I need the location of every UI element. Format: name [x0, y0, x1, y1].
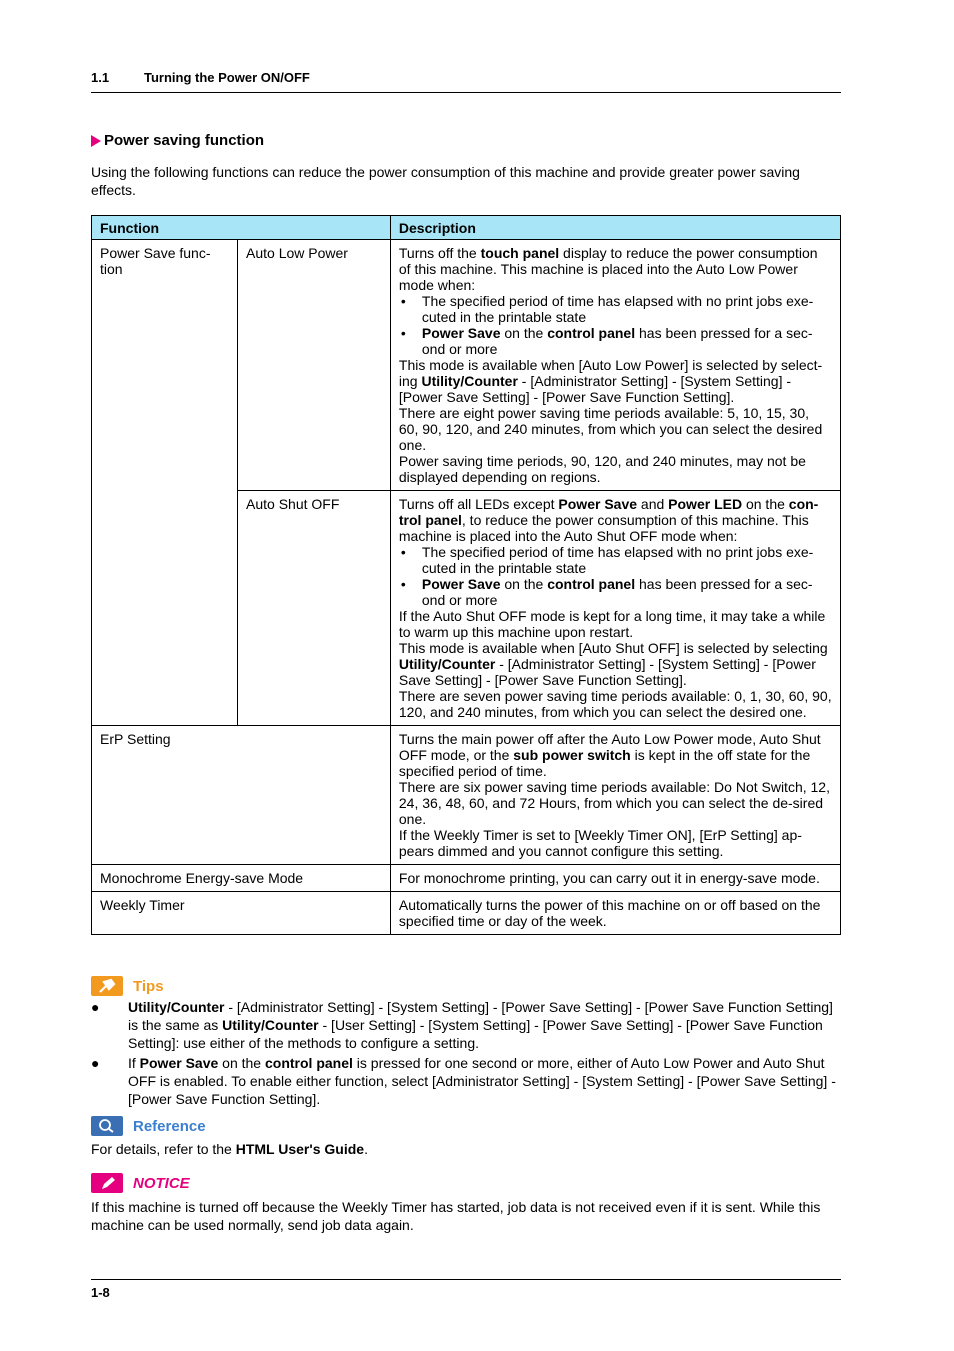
cell-auto-shut-off: Auto Shut OFF [238, 491, 391, 726]
tips-list [91, 998, 841, 1110]
cell-weekly: Weekly Timer [92, 892, 391, 935]
cell-erp-desc: Turns the main power off after the Auto Low Power mode, Auto Shut OFF mode, or the sub power switch is kept in the off state for the specified period of time. There are six power saving time periods available: Do Not Switch, 12, 24, 36, 48, 60, and 72 Hours, from which you can select the de-sired one. If the Weekly Timer is set to [Weekly Timer ON], [ErP Setting] ap-pears dimmed and you cannot configure this setting. [390, 726, 840, 865]
tips-label: Tips [133, 977, 164, 995]
list-item: • The specified period of time has elapsed with no print jobs exe-cuted in the printable state [400, 293, 814, 325]
triangle-bullet-icon [91, 135, 101, 147]
reference-header [91, 1115, 841, 1137]
table-row [92, 726, 841, 865]
tips-header [91, 975, 841, 997]
section-heading [91, 132, 841, 149]
list-item: • Power Save on the control panel has been pressed for a sec-ond or more [400, 325, 813, 357]
cell-mono: Monochrome Energy-save Mode [92, 865, 391, 892]
pen-icon [91, 1173, 123, 1193]
cell-erp-setting: ErP Setting [92, 726, 391, 865]
cell-auto-low-power-desc: Turns off the touch panel display to reduce the power consumption of this machine. This machine is placed into the Auto Low Power mode when: • The specified period of time has elapsed with no print jobs exe-cuted in the printable state • Power Save on the control panel has been pressed for a sec-ond or more This mode is available when [Auto Low Power] is selected by select-ing Utility/Counter - [Administrator Setting] - [System Setting] - [Power Save Setting] - [Power Save Function Setting]. There are eight power saving time periods available: 5, 10, 15, 30, 60, 90, 120, and 240 minutes, from which you can select the desired one. Power saving time periods, 90, 120, and 240 minutes, may not be displayed depending on regions. [390, 240, 840, 491]
list-item: • Power Save on the control panel has been pressed for a sec-ond or more [400, 576, 813, 608]
reference-label: Reference [133, 1117, 206, 1135]
pin-icon [91, 976, 123, 996]
section-title-header: Turning the Power ON/OFF [144, 70, 310, 85]
intro-paragraph: Using the following functions can reduce the power consumption of this machine and provide greater power saving effects. [91, 164, 800, 198]
running-header [91, 68, 841, 93]
cell-power-save: Power Save func-tion [92, 240, 238, 726]
header-description: Description [390, 216, 840, 240]
notice-header [91, 1172, 841, 1194]
table-row [92, 865, 841, 892]
header-function: Function [92, 216, 391, 240]
notice-label: NOTICE [133, 1174, 190, 1192]
heading-text: Power saving function [104, 132, 265, 149]
page-footer [91, 1279, 841, 1304]
cell-auto-shut-off-desc: Turns off all LEDs except Power Save and Power LED on the con-trol panel, to reduce the power consumption of this machine. This machine is placed into the Auto Shut OFF mode when: • The specified period of time has elapsed with no print jobs exe-cuted in the printable state • Power Save on the control panel has been pressed for a sec-ond or more If the Auto Shut OFF mode is kept for a long time, it may take a while to warm up this machine upon restart. This mode is available when [Auto Shut OFF] is selected by selecting Utility/Counter - [Administrator Setting] - [System Setting] - [Power Save Setting] - [Power Save Function Setting]. There are seven power saving time periods available: 0, 1, 30, 60, 90, 120, and 240 minutes, from which you can select the desired one. [390, 491, 840, 726]
cell-mono-desc: For monochrome printing, you can carry out it in energy-save mode. [390, 865, 840, 892]
notice-text: If this machine is turned off because the Weekly Timer has started, job data is not received even if it is sent. While this machine can be used normally, send job data again. [91, 1199, 821, 1233]
table-row [92, 892, 841, 935]
table-row [92, 240, 841, 491]
reference-text: For details, refer to the HTML User's Guide. [91, 1141, 368, 1157]
function-table [91, 215, 841, 935]
list-item: ● Utility/Counter - [Administrator Setting] - [System Setting] - [Power Save Setting] - [Power Save Function Setting] is the same as Utility/Counter - [User Setting] - [System Setting] - [Power Save Setting] - [Power Save Function Setting]: use either of the methods to configure a setting. [91, 999, 833, 1051]
cell-auto-low-power: Auto Low Power [238, 240, 391, 491]
list-item: • The specified period of time has elapsed with no print jobs exe-cuted in the printable state [400, 544, 814, 576]
cell-weekly-desc: Automatically turns the power of this machine on or off based on the specified time or day of the week. [390, 892, 840, 935]
table-header-row [92, 216, 841, 240]
magnifier-icon [91, 1116, 123, 1136]
page-number: 1-8 [91, 1285, 110, 1300]
list-item: ● If Power Save on the control panel is pressed for one second or more, either of Auto Low Power and Auto Shut OFF is enabled. To enable either function, select [Administrator Setting] - [System Setting] - [Power Save Setting] - [Power Save Function Setting]. [91, 1055, 836, 1107]
section-number: 1.1 [91, 70, 110, 85]
